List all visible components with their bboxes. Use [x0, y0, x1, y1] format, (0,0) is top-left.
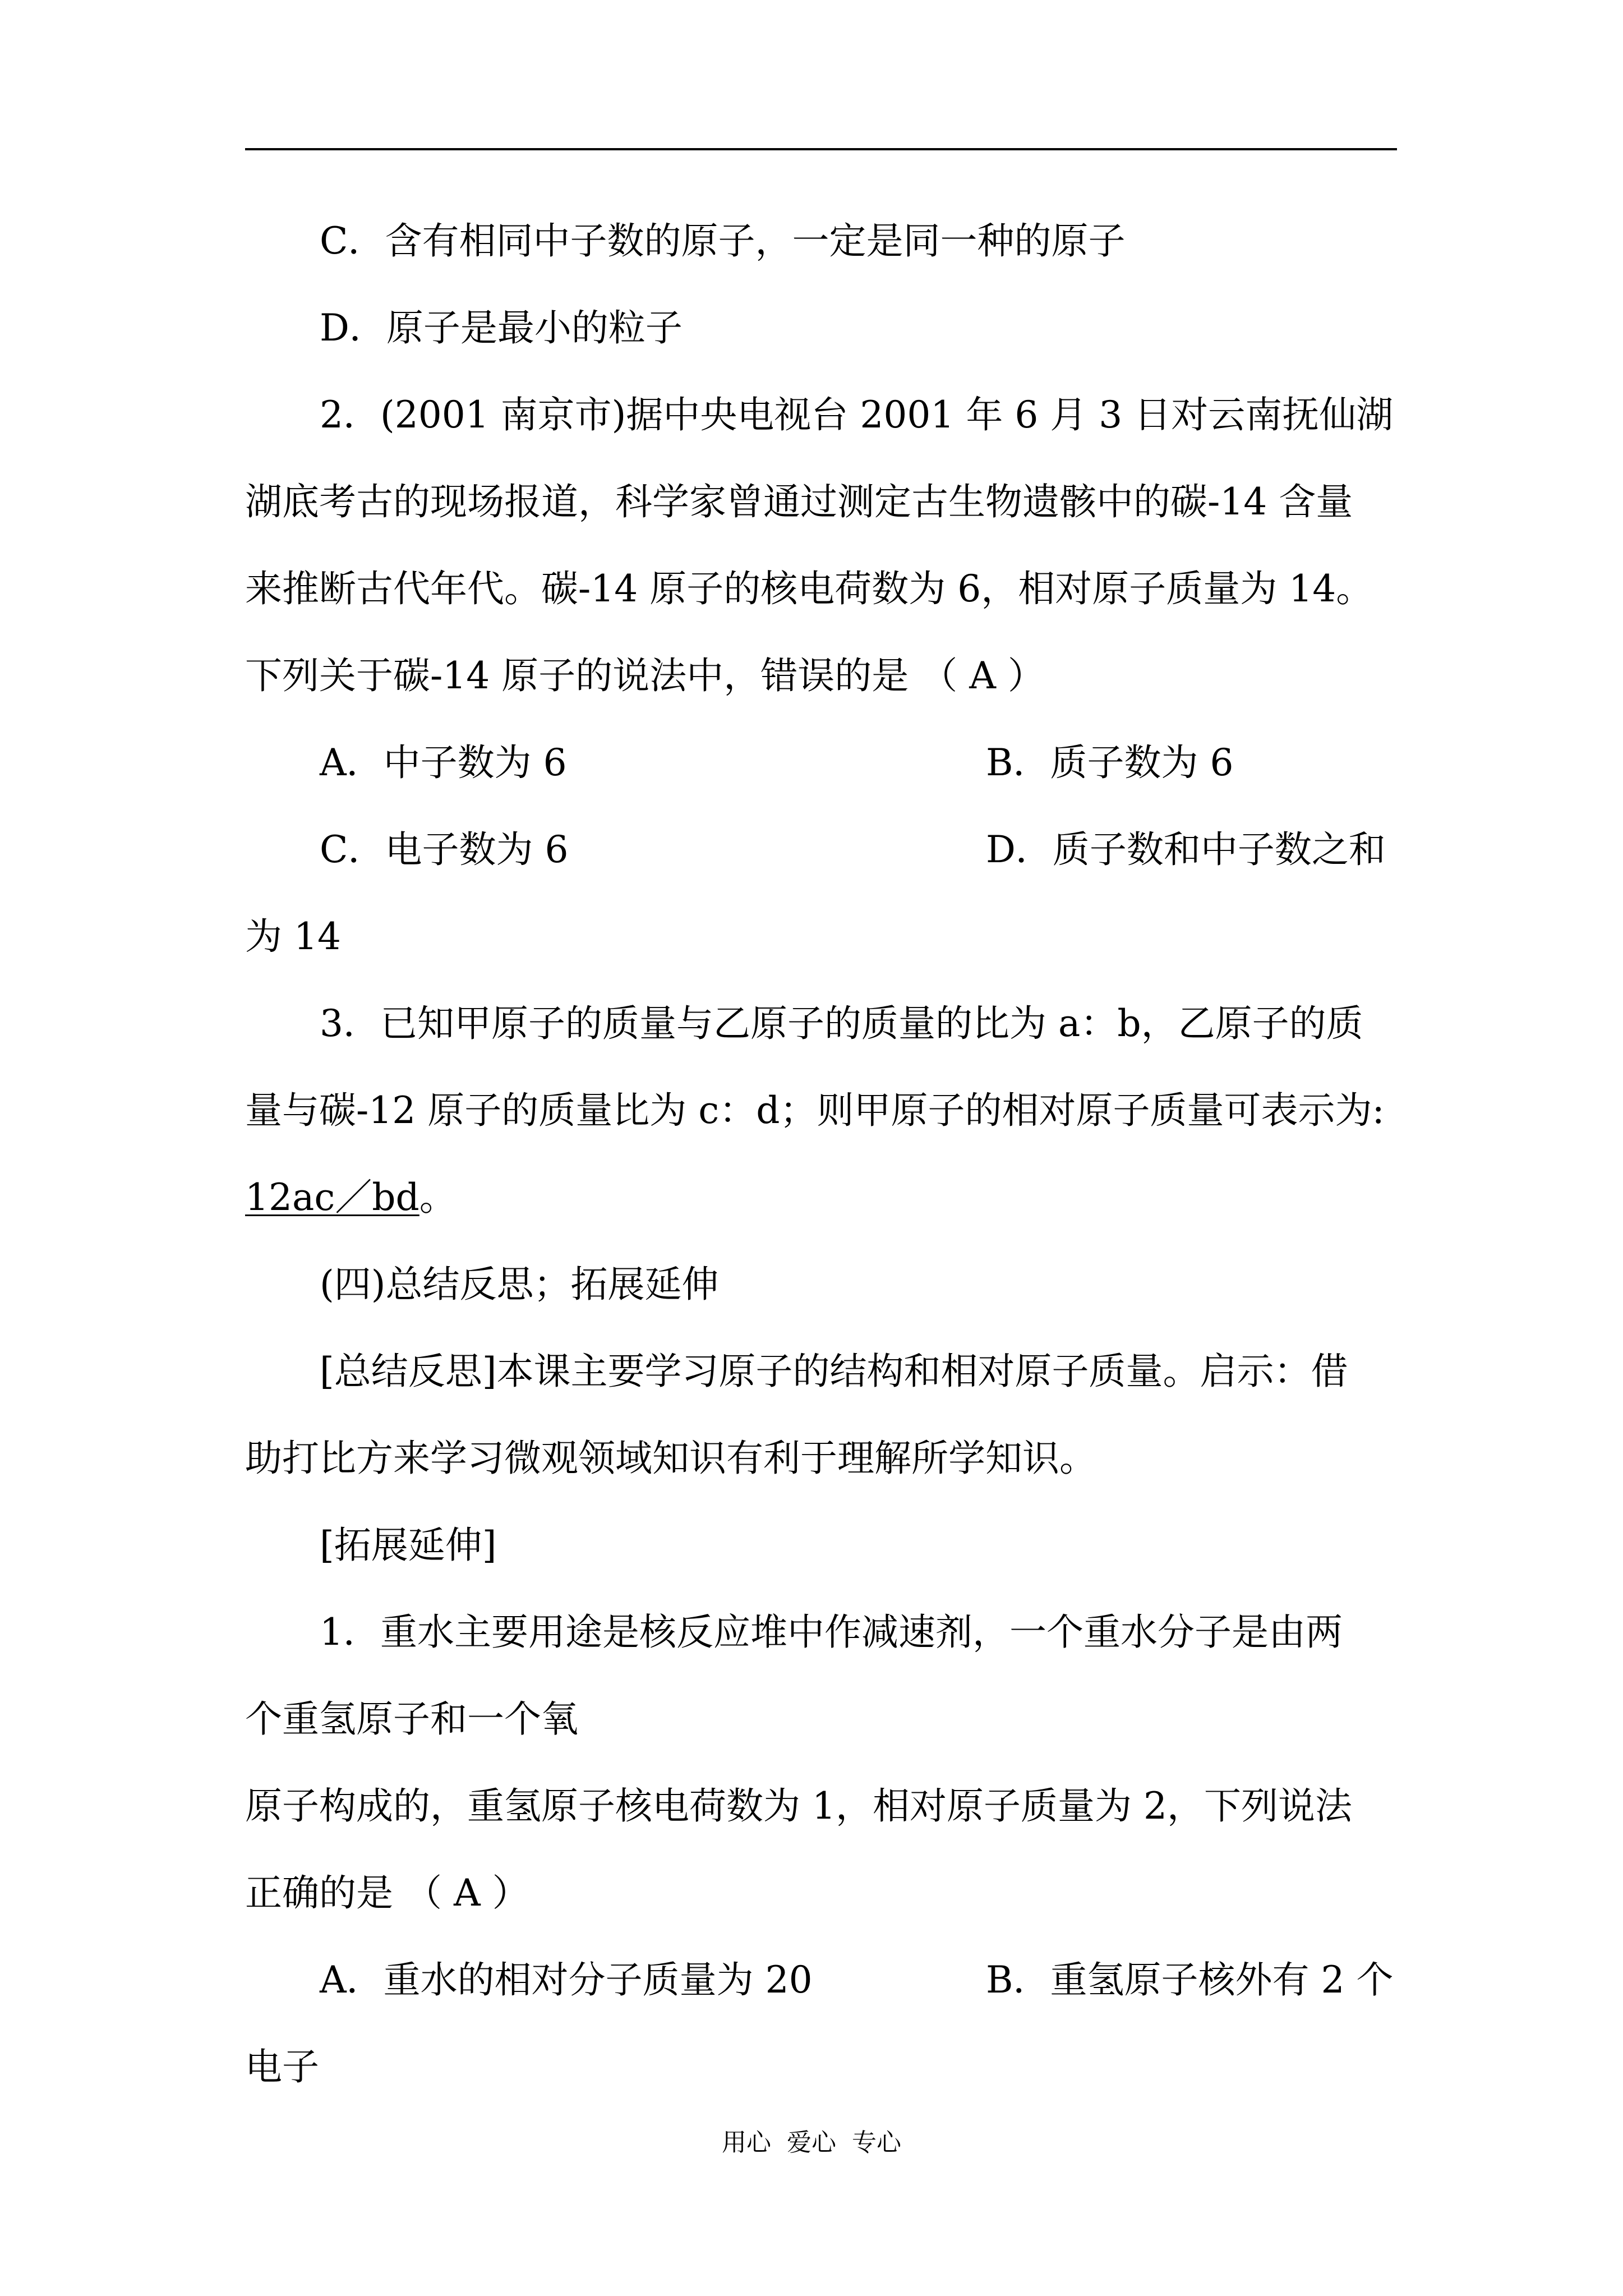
- option-c-q1: C．含有相同中子数的原子，一定是同一种的原子: [320, 219, 1126, 263]
- extension-q1-line-1: 1．重水主要用途是核反应堆中作减速剂，一个重水分子是由两: [320, 1611, 1343, 1654]
- question-2-line-1: 2．(2001 南京市)据中央电视台 2001 年 6 月 3 日对云南抚仙湖: [320, 393, 1394, 436]
- option-a-ext-q1: A．重水的相对分子质量为 20: [320, 1958, 813, 2001]
- question-2-line-2: 湖底考古的现场报道，科学家曾通过测定古生物遗骸中的碳-14 含量: [245, 480, 1353, 523]
- extension-q1-line-2: 个重氢原子和一个氧: [245, 1697, 578, 1741]
- question-3-answer: [245, 1175, 457, 1220]
- summary-line-1: [总结反思]本课主要学习原子的结构和相对原子质量。启示：借: [320, 1350, 1348, 1393]
- answer-formula: 12ac／bd: [245, 1176, 419, 1219]
- option-d-q2-continued: 为 14: [245, 915, 341, 958]
- question-2-line-3: 来推断古代年代。碳-14 原子的核电荷数为 6，相对原子质量为 14。: [245, 567, 1373, 610]
- option-b-q2: B．质子数为 6: [986, 741, 1234, 784]
- question-3-line-2: 量与碳-12 原子的质量比为 c：d；则甲原子的相对原子质量可表示为:: [245, 1089, 1385, 1132]
- section-heading: (四)总结反思；拓展延伸: [320, 1263, 719, 1306]
- extension-q1-line-4: 正确的是 （ A ）: [245, 1871, 529, 1915]
- question-2-line-4: 下列关于碳-14 原子的说法中，错误的是 （ A ）: [245, 654, 1045, 697]
- extension-heading: [拓展延伸]: [320, 1524, 497, 1567]
- option-b-ext-q1-continued: 电子: [245, 2045, 319, 2088]
- extension-q1-line-3: 原子构成的，重氢原子核电荷数为 1，相对原子质量为 2，下列说法: [245, 1784, 1352, 1828]
- header-rule: [245, 148, 1397, 150]
- option-a-q2: A．中子数为 6: [320, 741, 567, 784]
- answer-period: 。: [419, 1176, 457, 1219]
- option-c-q2: C．电子数为 6: [320, 828, 569, 871]
- page-footer: 用心 爱心 专心: [722, 2128, 901, 2157]
- question-3-line-1: 3．已知甲原子的质量与乙原子的质量的比为 a：b，乙原子的质: [320, 1002, 1363, 1045]
- option-d-q1: D．原子是最小的粒子: [320, 306, 683, 349]
- summary-line-2: 助打比方来学习微观领域知识有利于理解所学知识。: [245, 1437, 1096, 1480]
- option-d-q2: D．质子数和中子数之和: [986, 828, 1386, 871]
- option-b-ext-q1: B．重氢原子核外有 2 个: [986, 1958, 1394, 2001]
